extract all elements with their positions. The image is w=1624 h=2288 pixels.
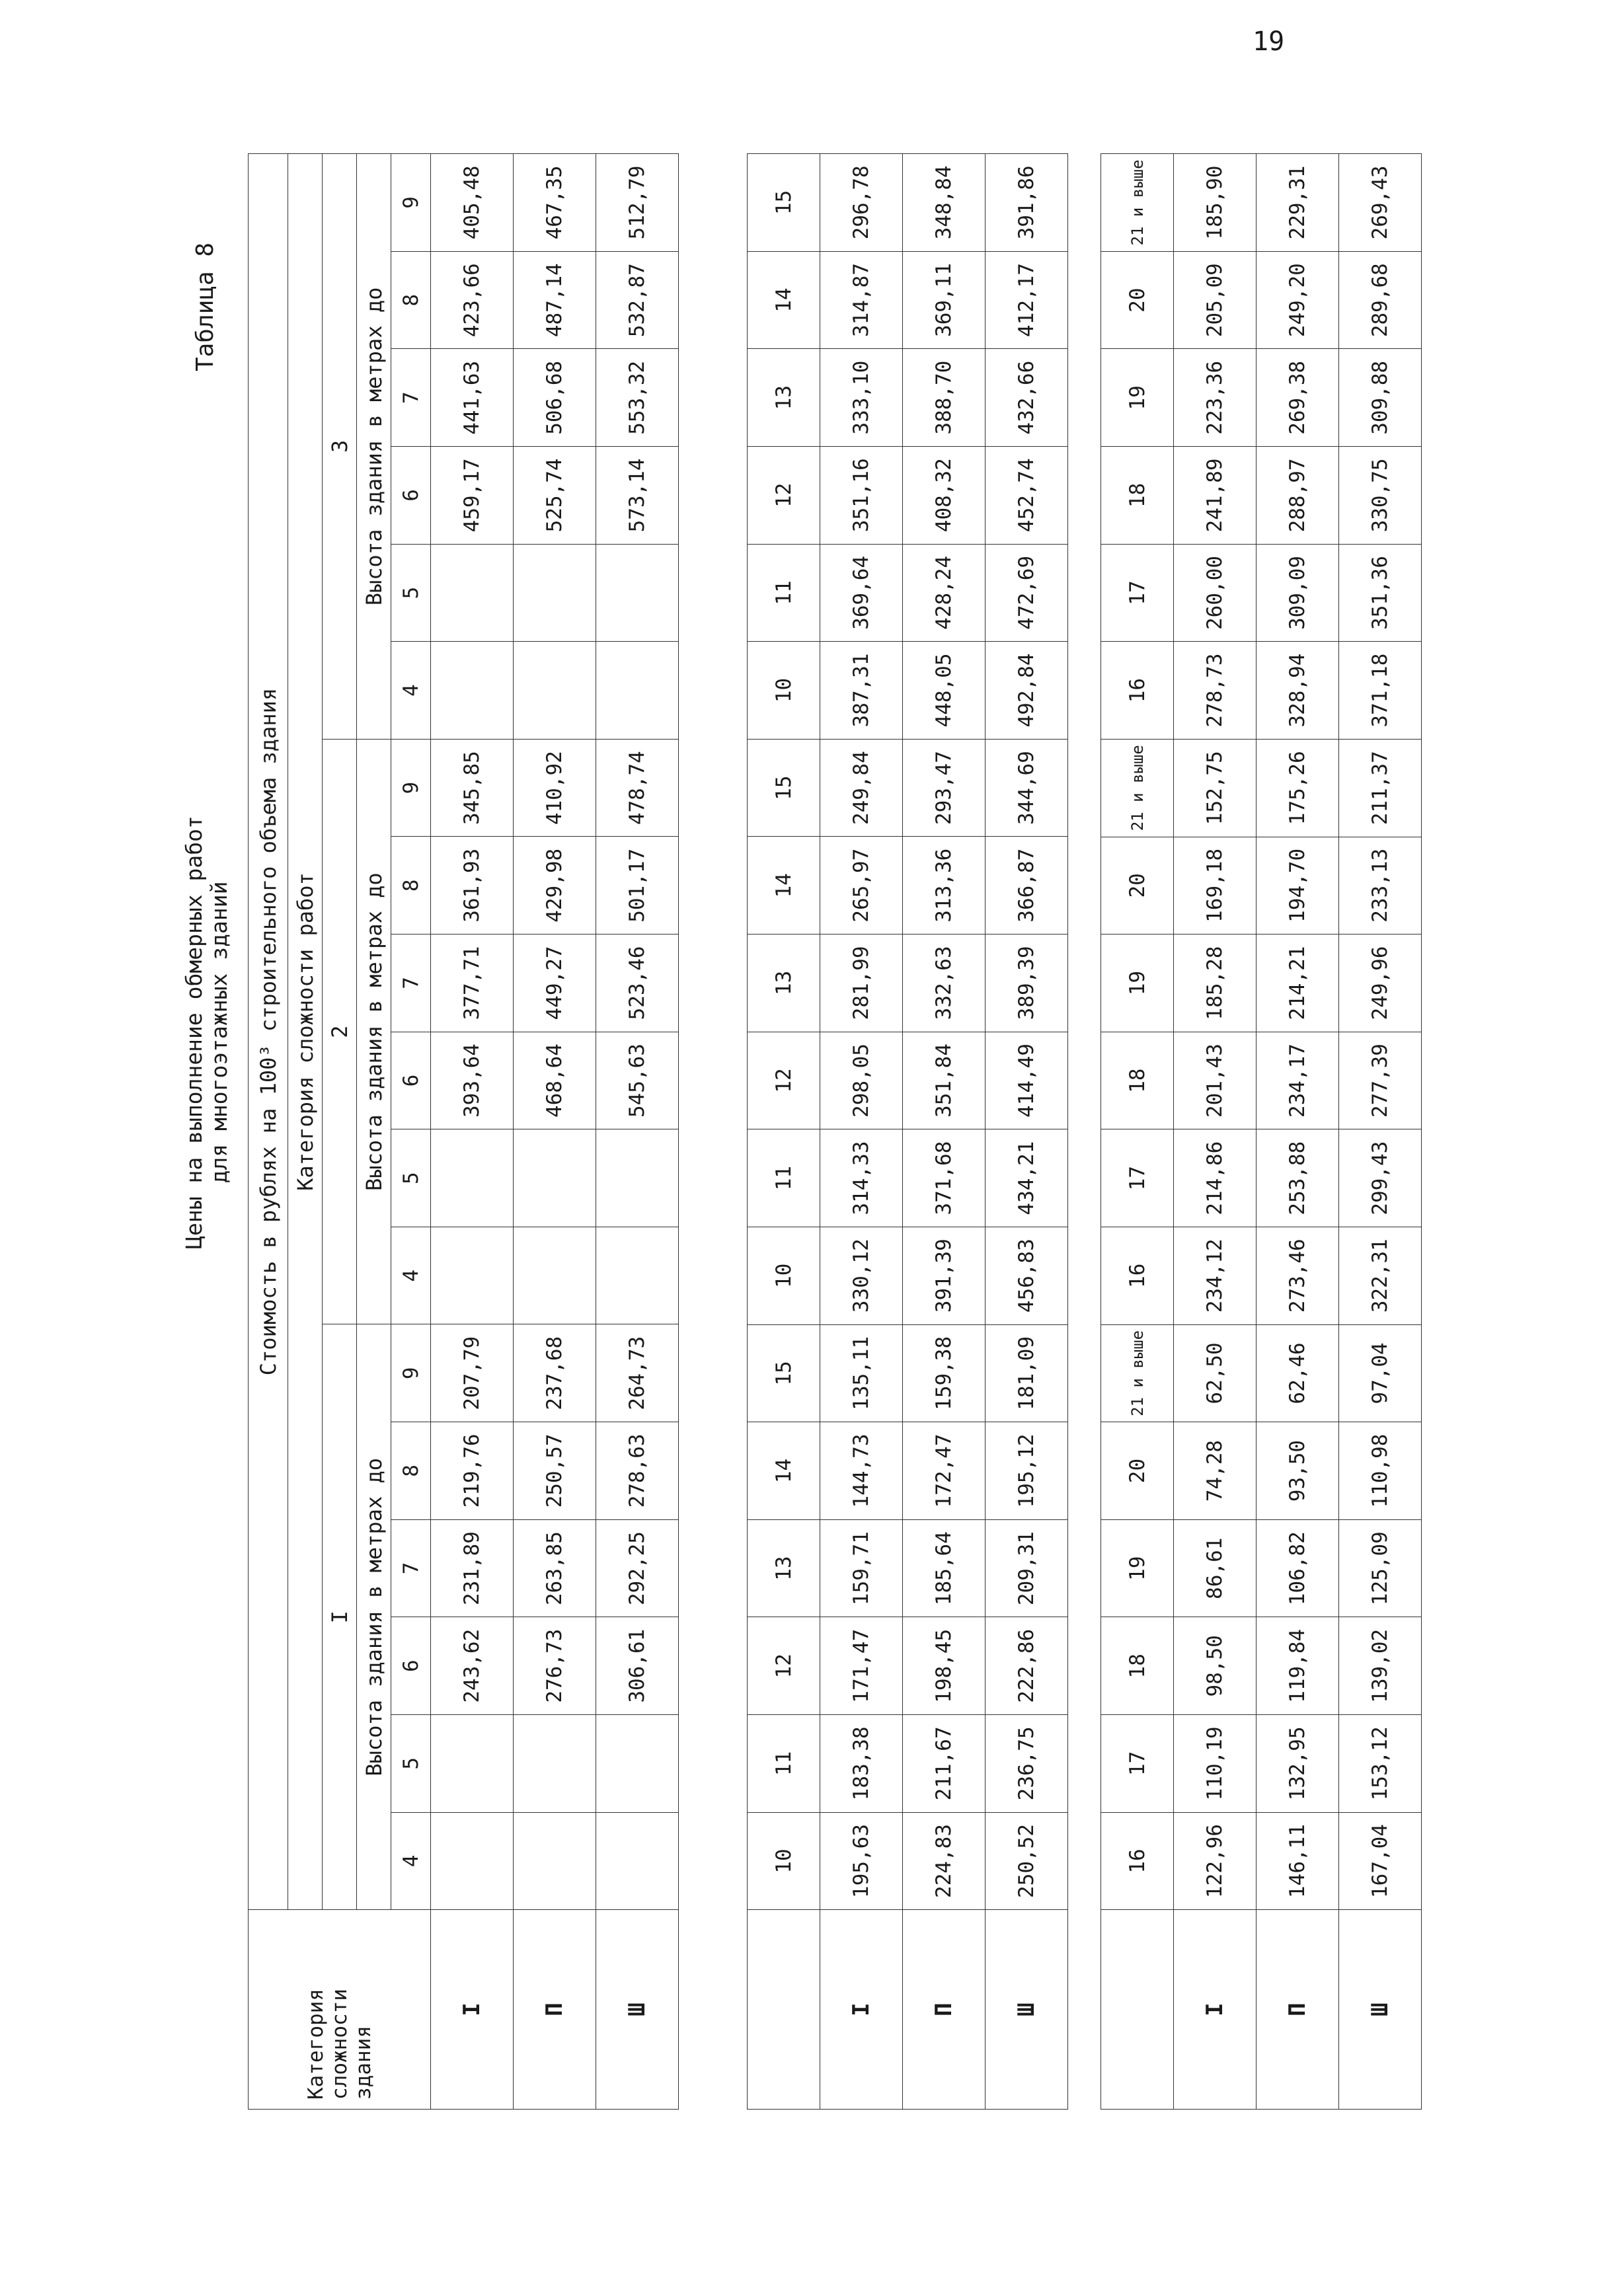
value-cell: 222,86 [986, 1617, 1068, 1715]
height-cell: 18 [1101, 1032, 1174, 1129]
row-label: П [1257, 1910, 1339, 2110]
value-cell: 172,47 [903, 1422, 986, 1520]
value-cell: 219,76 [431, 1422, 514, 1520]
height-cell: 14 [748, 251, 820, 349]
middle-table [747, 153, 1068, 2110]
value-cell: 414,49 [986, 1032, 1068, 1129]
value-cell [596, 1714, 679, 1812]
value-cell: 146,11 [1257, 1812, 1339, 1910]
value-cell: 231,89 [431, 1519, 514, 1617]
value-cell: 492,84 [986, 642, 1068, 740]
value-cell: 119,84 [1257, 1617, 1339, 1715]
value-cell: 265,97 [820, 837, 903, 934]
value-cell: 152,75 [1174, 739, 1257, 837]
value-cell: 263,85 [514, 1519, 596, 1617]
table-row [1257, 154, 1339, 2110]
value-cell: 351,36 [1339, 544, 1422, 642]
value-cell: 249,96 [1339, 934, 1422, 1032]
value-cell: 276,73 [514, 1617, 596, 1715]
value-cell [596, 642, 679, 740]
value-cell: 299,43 [1339, 1129, 1422, 1227]
value-cell: 159,71 [820, 1519, 903, 1617]
value-cell: 391,86 [986, 154, 1068, 252]
table-label: Таблица 8 [192, 242, 219, 371]
value-cell: 309,09 [1257, 544, 1339, 642]
value-cell [596, 544, 679, 642]
page-number: 19 [1253, 26, 1285, 57]
height-cell: 11 [748, 1129, 820, 1227]
height-cell: 10 [748, 642, 820, 740]
value-cell: 207,79 [431, 1324, 514, 1422]
value-cell: 292,25 [596, 1519, 679, 1617]
value-cell: 296,78 [820, 154, 903, 252]
value-cell: 306,61 [596, 1617, 679, 1715]
title-line-2: для многоэтажных зданий [206, 881, 232, 1184]
value-cell: 388,70 [903, 349, 986, 447]
value-cell: 506,68 [514, 349, 596, 447]
value-cell: 309,88 [1339, 349, 1422, 447]
height-cell: 9 [391, 739, 431, 837]
value-cell: 195,63 [820, 1812, 903, 1910]
value-cell: 288,97 [1257, 447, 1339, 545]
height-cell: 11 [748, 544, 820, 642]
height-cell: 8 [391, 1422, 431, 1520]
height-cell: 4 [391, 1812, 431, 1910]
value-cell [431, 642, 514, 740]
value-cell: 289,68 [1339, 251, 1422, 349]
height-cell: 5 [391, 544, 431, 642]
value-cell: 185,64 [903, 1519, 986, 1617]
value-cell [431, 544, 514, 642]
value-cell: 167,04 [1339, 1812, 1422, 1910]
value-cell: 211,67 [903, 1715, 986, 1813]
value-cell: 532,87 [596, 251, 679, 349]
row-label: П [514, 1910, 596, 2110]
value-cell: 97,04 [1339, 1324, 1422, 1422]
value-cell: 345,85 [431, 739, 514, 837]
height-cell: 13 [748, 934, 820, 1032]
height-cell: 4 [391, 1227, 431, 1324]
value-cell: 253,88 [1257, 1129, 1339, 1227]
height-cell: 19 [1101, 934, 1174, 1032]
value-cell: 371,18 [1339, 642, 1422, 740]
value-cell: 185,28 [1174, 934, 1257, 1032]
value-cell: 260,00 [1174, 544, 1257, 642]
value-cell: 429,98 [514, 837, 596, 934]
value-cell: 314,33 [820, 1129, 903, 1227]
height-cell: 12 [748, 1032, 820, 1129]
value-cell [514, 1812, 596, 1910]
value-cell: 468,64 [514, 1032, 596, 1129]
row-label: Ш [986, 1910, 1068, 2110]
value-cell: 110,98 [1339, 1422, 1422, 1520]
value-cell: 448,05 [903, 642, 986, 740]
value-cell: 183,38 [820, 1715, 903, 1813]
height-cell: 6 [391, 447, 431, 545]
value-cell: 139,02 [1339, 1617, 1422, 1715]
value-cell: 525,74 [514, 447, 596, 545]
value-cell: 249,20 [1257, 251, 1339, 349]
work-category-1: I [323, 1324, 357, 1910]
height-cell: 16 [1101, 1227, 1174, 1325]
table-row [820, 154, 903, 2110]
height-cell: 4 [391, 642, 431, 740]
value-cell: 198,45 [903, 1617, 986, 1715]
value-cell [514, 544, 596, 642]
value-cell: 452,74 [986, 446, 1068, 544]
height-cell: 12 [748, 446, 820, 544]
height-cell: 7 [391, 1519, 431, 1617]
value-cell: 269,38 [1257, 349, 1339, 447]
work-category-2: 2 [323, 739, 357, 1324]
value-cell: 214,21 [1257, 934, 1339, 1032]
value-cell: 110,19 [1174, 1715, 1257, 1813]
height-cell: 21 и выше [1101, 1324, 1174, 1422]
height-cell: 20 [1101, 251, 1174, 349]
value-cell: 487,14 [514, 251, 596, 349]
height-cell: 9 [391, 154, 431, 252]
value-cell: 314,87 [820, 251, 903, 349]
value-cell: 106,82 [1257, 1519, 1339, 1617]
value-cell: 512,79 [596, 154, 679, 252]
row-label: Ш [596, 1910, 679, 2110]
value-cell: 428,24 [903, 544, 986, 642]
height-cell: 11 [748, 1715, 820, 1813]
work-category-title: Категория сложности работ [288, 154, 323, 1910]
value-cell [596, 1129, 679, 1227]
value-cell: 434,21 [986, 1129, 1068, 1227]
value-cell: 171,47 [820, 1617, 903, 1715]
corner-header [249, 1910, 431, 2110]
value-cell: 264,73 [596, 1324, 679, 1422]
value-cell: 369,64 [820, 544, 903, 642]
value-cell: 243,62 [431, 1617, 514, 1715]
value-cell: 351,84 [903, 1032, 986, 1129]
height-cell: 9 [391, 1324, 431, 1422]
row-label: I [1174, 1910, 1257, 2110]
table-row [514, 154, 596, 2110]
corner-cell [748, 1910, 820, 2110]
value-cell: 98,50 [1174, 1617, 1257, 1715]
bottom-table [1101, 153, 1422, 2110]
value-cell: 330,12 [820, 1227, 903, 1324]
value-cell: 459,17 [431, 447, 514, 545]
value-cell: 369,11 [903, 251, 986, 349]
value-cell: 501,17 [596, 837, 679, 934]
value-cell: 237,68 [514, 1324, 596, 1422]
value-cell: 472,69 [986, 544, 1068, 642]
value-cell: 233,13 [1339, 837, 1422, 934]
value-cell: 277,39 [1339, 1032, 1422, 1129]
value-cell: 122,96 [1174, 1812, 1257, 1910]
value-cell: 322,31 [1339, 1227, 1422, 1325]
value-cell: 250,57 [514, 1422, 596, 1520]
table-row [903, 154, 986, 2110]
height-cell: 19 [1101, 349, 1174, 447]
value-cell [431, 1714, 514, 1812]
height-cell: 17 [1101, 544, 1174, 642]
value-cell: 224,83 [903, 1812, 986, 1910]
value-cell [514, 1129, 596, 1227]
height-cell: 20 [1101, 1422, 1174, 1520]
value-cell: 423,66 [431, 251, 514, 349]
value-cell: 361,93 [431, 837, 514, 934]
value-cell: 278,73 [1174, 642, 1257, 740]
value-cell: 181,09 [986, 1324, 1068, 1422]
value-cell: 523,46 [596, 934, 679, 1032]
height-cell: 17 [1101, 1715, 1174, 1813]
value-cell: 169,18 [1174, 837, 1257, 934]
value-cell: 393,64 [431, 1032, 514, 1129]
value-cell: 194,70 [1257, 837, 1339, 934]
value-cell: 74,28 [1174, 1422, 1257, 1520]
value-cell: 441,63 [431, 349, 514, 447]
height-cell: 16 [1101, 642, 1174, 740]
height-cell: 10 [748, 1227, 820, 1324]
cost-title: Стоимость в рублях на 100³ строительного объема здания [249, 154, 288, 1910]
value-cell: 185,90 [1174, 154, 1257, 252]
value-cell: 333,10 [820, 349, 903, 447]
value-cell: 330,75 [1339, 447, 1422, 545]
value-cell: 86,61 [1174, 1519, 1257, 1617]
value-cell: 93,50 [1257, 1422, 1339, 1520]
height-cell: 16 [1101, 1812, 1174, 1910]
table-row [1339, 154, 1422, 2110]
value-cell: 241,89 [1174, 447, 1257, 545]
height-cell: 6 [391, 1032, 431, 1129]
value-cell: 250,52 [986, 1812, 1068, 1910]
height-cell: 5 [391, 1129, 431, 1227]
corner-line-3: здания [351, 2026, 375, 2100]
value-cell: 236,75 [986, 1715, 1068, 1813]
value-cell: 366,87 [986, 837, 1068, 934]
value-cell [431, 1129, 514, 1227]
value-cell: 234,17 [1257, 1032, 1339, 1129]
value-cell: 293,47 [903, 739, 986, 837]
value-cell: 328,94 [1257, 642, 1339, 740]
height-cell: 20 [1101, 837, 1174, 934]
value-cell: 214,86 [1174, 1129, 1257, 1227]
value-cell: 351,16 [820, 446, 903, 544]
value-cell: 478,74 [596, 739, 679, 837]
height-cell: 8 [391, 251, 431, 349]
height-cell: 14 [748, 837, 820, 934]
value-cell: 313,36 [903, 837, 986, 934]
value-cell: 391,39 [903, 1227, 986, 1324]
value-cell [596, 1227, 679, 1324]
value-cell: 412,17 [986, 251, 1068, 349]
value-cell: 144,73 [820, 1422, 903, 1520]
height-cell: 7 [391, 349, 431, 447]
height-title: Высота здания в метрах до [357, 739, 391, 1324]
value-cell: 132,95 [1257, 1715, 1339, 1813]
height-title: Высота здания в метрах до [357, 1324, 391, 1910]
value-cell: 371,68 [903, 1129, 986, 1227]
value-cell [431, 1227, 514, 1324]
work-category-3: 3 [323, 154, 357, 740]
value-cell: 408,32 [903, 446, 986, 544]
corner-line-1: Категория [303, 1989, 328, 2100]
value-cell: 410,92 [514, 739, 596, 837]
value-cell: 432,66 [986, 349, 1068, 447]
value-cell: 377,71 [431, 934, 514, 1032]
height-cell: 15 [748, 154, 820, 252]
value-cell: 234,12 [1174, 1227, 1257, 1325]
value-cell: 209,31 [986, 1519, 1068, 1617]
height-cell: 18 [1101, 447, 1174, 545]
value-cell: 456,83 [986, 1227, 1068, 1324]
value-cell: 273,46 [1257, 1227, 1339, 1325]
value-cell: 62,50 [1174, 1324, 1257, 1422]
top-table [248, 153, 679, 2110]
height-cell: 6 [391, 1617, 431, 1715]
value-cell: 195,12 [986, 1422, 1068, 1520]
value-cell: 159,38 [903, 1324, 986, 1422]
value-cell [514, 1227, 596, 1324]
row-label: I [431, 1910, 514, 2110]
value-cell: 545,63 [596, 1032, 679, 1129]
value-cell: 348,84 [903, 154, 986, 252]
value-cell: 387,31 [820, 642, 903, 740]
value-cell: 269,43 [1339, 154, 1422, 252]
height-cell: 12 [748, 1617, 820, 1715]
height-cell: 21 и выше [1101, 739, 1174, 837]
height-cell: 8 [391, 837, 431, 934]
height-cell: 17 [1101, 1129, 1174, 1227]
value-cell: 125,09 [1339, 1519, 1422, 1617]
height-cell: 15 [748, 739, 820, 837]
value-cell [514, 1714, 596, 1812]
value-cell: 153,12 [1339, 1715, 1422, 1813]
height-cell: 7 [391, 934, 431, 1032]
value-cell: 553,32 [596, 349, 679, 447]
value-cell: 278,63 [596, 1422, 679, 1520]
value-cell: 62,46 [1257, 1324, 1339, 1422]
value-cell: 201,43 [1174, 1032, 1257, 1129]
value-cell: 467,35 [514, 154, 596, 252]
corner-line-2: сложности [327, 1989, 352, 2100]
height-cell: 18 [1101, 1617, 1174, 1715]
value-cell: 344,69 [986, 739, 1068, 837]
value-cell: 449,27 [514, 934, 596, 1032]
value-cell: 281,99 [820, 934, 903, 1032]
height-cell: 10 [748, 1812, 820, 1910]
value-cell: 332,63 [903, 934, 986, 1032]
value-cell: 249,84 [820, 739, 903, 837]
value-cell: 573,14 [596, 447, 679, 545]
row-label: I [820, 1910, 903, 2110]
value-cell: 211,37 [1339, 739, 1422, 837]
height-cell: 19 [1101, 1519, 1174, 1617]
value-cell: 405,48 [431, 154, 514, 252]
value-cell [431, 1812, 514, 1910]
value-cell: 223,36 [1174, 349, 1257, 447]
value-cell [514, 642, 596, 740]
value-cell: 389,39 [986, 934, 1068, 1032]
value-cell: 229,31 [1257, 154, 1339, 252]
height-cell: 5 [391, 1714, 431, 1812]
value-cell: 175,26 [1257, 739, 1339, 837]
height-cell: 13 [748, 1519, 820, 1617]
row-label: Ш [1339, 1910, 1422, 2110]
height-cell: 14 [748, 1422, 820, 1520]
value-cell: 135,11 [820, 1324, 903, 1422]
table-title [182, 768, 232, 1297]
corner-cell [1101, 1910, 1174, 2110]
table-row [596, 154, 679, 2110]
table-row [986, 154, 1068, 2110]
value-cell [596, 1812, 679, 1910]
height-cell: 15 [748, 1324, 820, 1422]
row-label: П [903, 1910, 986, 2110]
table-row [1174, 154, 1257, 2110]
height-title: Высота здания в метрах до [357, 154, 391, 740]
height-cell: 21 и выше [1101, 154, 1174, 252]
table-row [431, 154, 514, 2110]
height-cell: 13 [748, 349, 820, 447]
value-cell: 205,09 [1174, 251, 1257, 349]
title-line-1: Цены на выполнение обмерных работ [181, 816, 207, 1249]
value-cell: 298,05 [820, 1032, 903, 1129]
